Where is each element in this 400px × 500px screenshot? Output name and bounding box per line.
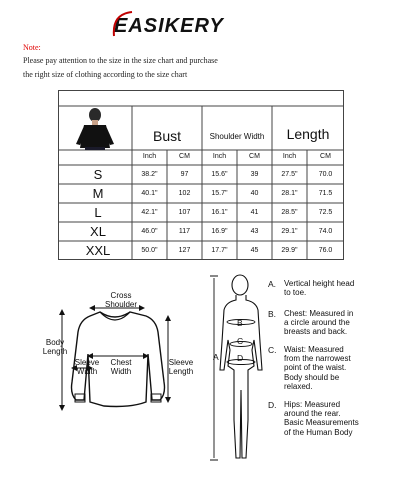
note-line-1: Please pay attention to the size in the size chart and purchase	[23, 56, 218, 65]
unit-cm: CM	[249, 153, 260, 160]
label-sleeve-length-1: Sleeve	[168, 358, 194, 367]
shoulder-cm: 41	[250, 209, 259, 216]
unit-cm: CM	[179, 153, 190, 160]
bust-cm: 97	[180, 171, 189, 178]
bust-inch: 50.0''	[141, 247, 158, 254]
body-measurement-diagram	[200, 270, 270, 470]
size-label: XXL	[85, 243, 111, 258]
label-sleeve-width-1: Sleeve	[74, 358, 100, 367]
unit-cm: CM	[320, 153, 331, 160]
note-label: Note:	[23, 43, 41, 52]
shoulder-cm: 43	[250, 228, 259, 235]
bust-cm: 107	[178, 209, 191, 216]
length-cm: 70.0	[318, 171, 333, 178]
bust-inch: 46.0''	[141, 228, 158, 235]
shoulder-cm: 40	[250, 190, 259, 197]
legend-line: around the rear.	[284, 409, 341, 419]
marker-a: A	[213, 352, 219, 362]
legend-item-b	[268, 309, 393, 345]
size-chart-table	[58, 90, 344, 260]
shoulder-inch: 16.1''	[211, 209, 228, 216]
legend-line: relaxed.	[284, 381, 313, 391]
label-sleeve-length-2: Length	[168, 367, 194, 376]
marker-b: B	[237, 318, 243, 328]
length-cm: 72.5	[318, 209, 333, 216]
brand-logo-text: EASIKERY	[114, 15, 224, 37]
bust-cm: 127	[178, 247, 191, 254]
legend-item-c	[268, 345, 393, 400]
marker-d: D	[237, 353, 244, 363]
unit-inch: Inch	[142, 153, 157, 160]
legend-letter: D.	[268, 400, 277, 410]
shoulder-inch: 16.9''	[211, 228, 228, 235]
label-chest-width-1: Chest	[110, 358, 132, 367]
legend-line: a circle around the	[284, 318, 350, 328]
legend-line: Chest: Measured in	[284, 309, 354, 318]
bust-inch: 40.1''	[141, 190, 158, 197]
label-cross-shoulder-2: Shoulder	[104, 300, 138, 309]
header-shoulder-width: Shoulder Width	[209, 132, 265, 141]
size-label: S	[93, 167, 103, 182]
legend-item-d	[268, 400, 393, 444]
length-inch: 27.5''	[281, 171, 298, 178]
label-body-length-1: Body	[45, 338, 65, 347]
unit-inch: Inch	[212, 153, 227, 160]
note-line-2: the right size of clothing according to the size chart	[23, 70, 188, 79]
shoulder-cm: 45	[250, 247, 259, 254]
legend-line: Vertical height head	[284, 279, 355, 288]
length-inch: 29.1''	[281, 228, 298, 235]
legend-line: of the Human Body	[284, 427, 353, 437]
label-cross-shoulder-1: Cross	[110, 291, 132, 300]
shoulder-cm: 39	[250, 171, 259, 178]
length-cm: 71.5	[318, 190, 333, 197]
label-sleeve-width-2: Width	[76, 367, 98, 376]
legend-letter: C.	[268, 345, 277, 355]
legend-line: from the narrowest	[284, 354, 351, 364]
unit-inch: Inch	[282, 153, 297, 160]
bust-inch: 42.1''	[141, 209, 158, 216]
legend-line: breasts and back.	[284, 327, 348, 337]
length-inch: 28.5''	[281, 209, 298, 216]
length-cm: 74.0	[318, 228, 333, 235]
bust-cm: 102	[178, 190, 191, 197]
header-length: Length	[286, 126, 330, 142]
size-label: L	[94, 205, 102, 220]
legend-letter: A.	[268, 279, 277, 289]
size-label: XL	[90, 224, 106, 239]
legend-line: Body should be	[284, 372, 340, 382]
brand-logo	[110, 6, 270, 42]
size-label: M	[92, 186, 104, 201]
label-body-length-2: Length	[42, 347, 68, 356]
legend-line: Basic Measurements	[284, 418, 359, 428]
bust-inch: 38.2''	[141, 171, 158, 178]
legend-line: to toe.	[284, 288, 307, 298]
header-bust: Bust	[152, 128, 181, 144]
marker-c: C	[237, 336, 244, 346]
length-inch: 28.1''	[281, 190, 298, 197]
length-inch: 29.9''	[281, 247, 298, 254]
legend-item-a	[268, 279, 393, 309]
shoulder-inch: 15.7''	[211, 190, 228, 197]
legend-line: Hips: Measured	[284, 400, 341, 409]
measurement-legend	[268, 279, 393, 444]
model-photo	[76, 108, 114, 150]
shoulder-inch: 17.7''	[211, 247, 228, 254]
legend-line: point of the waist.	[284, 363, 347, 373]
length-cm: 76.0	[318, 247, 333, 254]
bust-cm: 117	[178, 228, 191, 235]
label-chest-width-2: Width	[110, 367, 132, 376]
legend-line: Waist: Measured	[284, 345, 344, 354]
shoulder-inch: 15.6''	[211, 171, 228, 178]
legend-letter: B.	[268, 309, 277, 319]
